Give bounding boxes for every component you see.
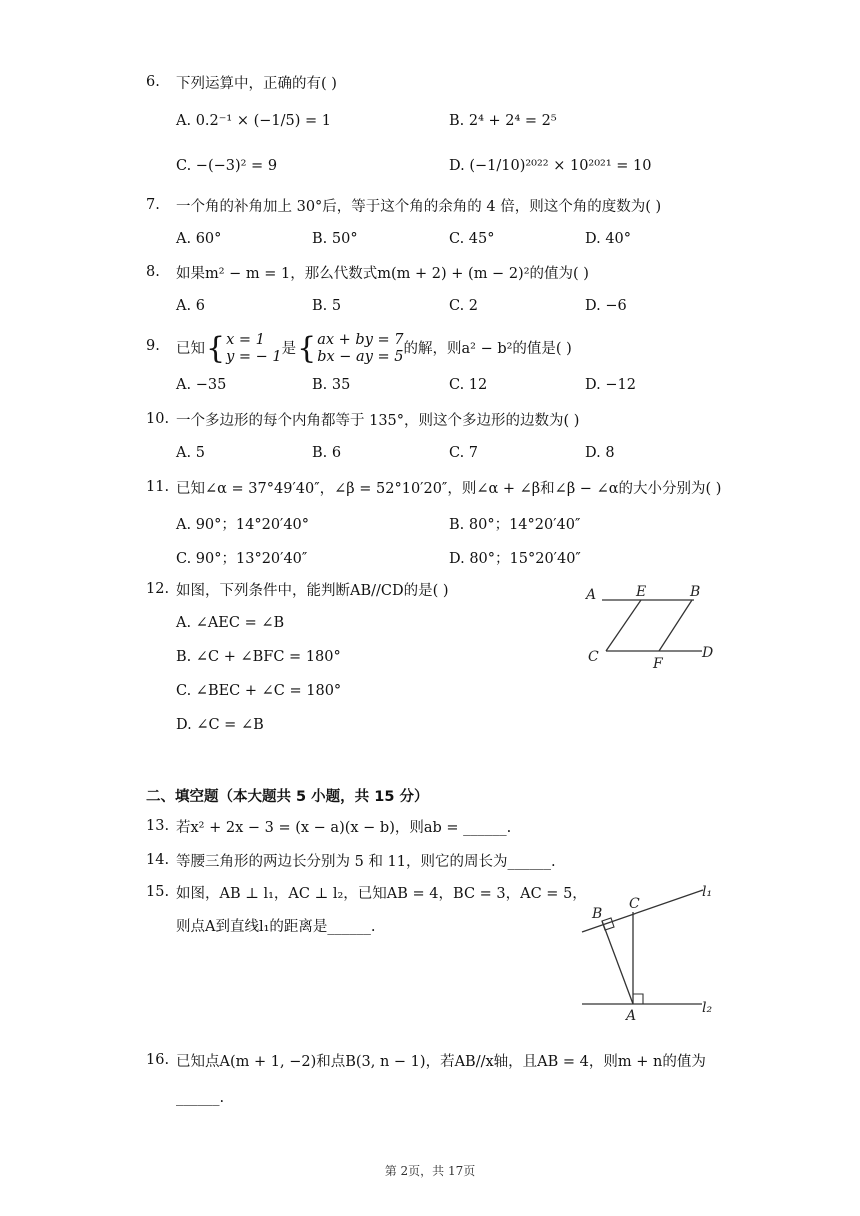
q11-option-d: D. 80°；15°20′40″ (449, 551, 581, 567)
q15-line1: 如图，AB ⊥ l₁，AC ⊥ l₂，已知AB = 4，BC = 3，AC = 5， (176, 886, 587, 902)
q11-option-c: C. 90°；13°20′40″ (176, 551, 308, 567)
section2-title: 二、填空题（本大题共 5 小题，共 15 分） (146, 789, 429, 805)
q10-stem: 一个多边形的每个内角都等于 135°，则这个多边形的边数为( ) (176, 413, 580, 429)
q12-option-a: A. ∠AEC = ∠B (176, 615, 285, 631)
q9-stem-pre: 已知 (176, 341, 205, 357)
q13-text: 若x² + 2x − 3 = (x − a)(x − b)，则ab = ______. (176, 820, 512, 836)
q10-option-a: A. 5 (176, 445, 205, 461)
q7-option-c: C. 45° (449, 231, 495, 247)
q7-option-b: B. 50° (312, 231, 358, 247)
q15-figure (578, 878, 718, 1024)
q16-number: 16. (146, 1052, 170, 1068)
label-c: C (629, 896, 640, 912)
label-l2: l₂ (702, 1000, 713, 1016)
q8-stem: 如果m² − m = 1，那么代数式m(m + 2) + (m − 2)²的值为( ) (176, 266, 589, 282)
label-f: F (653, 656, 663, 672)
q15-number: 15. (146, 884, 170, 900)
label-b: B (690, 584, 701, 600)
label-d: D (702, 645, 714, 661)
label-e: E (636, 584, 647, 600)
q7-option-d: D. 40° (585, 231, 632, 247)
label-b: B (592, 906, 603, 922)
line-bf (659, 600, 692, 651)
q9-system-1 (226, 332, 282, 366)
q11-option-a: A. 90°；14°20′40° (176, 517, 310, 533)
q9-sys1-eq2: y = − 1 (226, 349, 282, 365)
q9-number: 9. (146, 338, 160, 354)
q7-number: 7. (146, 197, 160, 213)
q10-option-c: C. 7 (449, 445, 479, 461)
q9-brace-2: { (297, 331, 317, 366)
label-l1: l₁ (702, 884, 713, 900)
right-angle-a (633, 994, 643, 1004)
q12-option-b: B. ∠C + ∠BFC = 180° (176, 649, 341, 665)
q8-option-d: D. −6 (585, 298, 627, 314)
q12-number: 12. (146, 581, 170, 597)
q9-sys2-eq2: bx − ay = 5 (317, 349, 404, 365)
q9-stem (176, 328, 572, 370)
q8-option-c: C. 2 (449, 298, 479, 314)
q6-option-d: D. (−1/10)²⁰²² × 10²⁰²¹ = 10 (449, 158, 652, 174)
q10-number: 10. (146, 411, 170, 427)
segment-ab (602, 921, 633, 1004)
q6-option-a: A. 0.2⁻¹ × (−1/5) = 1 (176, 113, 331, 129)
q14-number: 14. (146, 852, 170, 868)
label-a: A (586, 587, 597, 603)
q9-option-b: B. 35 (312, 377, 351, 393)
q7-option-a: A. 60° (176, 231, 222, 247)
q9-stem-mid: 是 (281, 341, 297, 357)
q10-option-b: B. 6 (312, 445, 342, 461)
q9-brace-1: { (206, 331, 226, 366)
q9-system-2 (317, 332, 403, 366)
q9-stem-post: 的解，则a² − b²的值是( ) (403, 341, 572, 357)
q16-line1: 已知点A(m + 1, −2)和点B(3, n − 1)，若AB//x轴，且AB = 4，则m + n的值为 (176, 1054, 706, 1070)
q7-stem: 一个角的补角加上 30°后，等于这个角的余角的 4 倍，则这个角的度数为( ) (176, 199, 662, 215)
q9-option-d: D. −12 (585, 377, 636, 393)
q12-figure (584, 578, 724, 674)
q10-option-d: D. 8 (585, 445, 615, 461)
q9-sys1-eq1: x = 1 (226, 332, 265, 348)
page-footer: 第 2页，共 17页 (384, 1164, 476, 1178)
q6-option-b: B. 2⁴ + 2⁴ = 2⁵ (449, 113, 557, 129)
q12-option-c: C. ∠BEC + ∠C = 180° (176, 683, 342, 699)
q6-number: 6. (146, 74, 160, 90)
q11-number: 11. (146, 479, 170, 495)
q12-option-d: D. ∠C = ∠B (176, 717, 264, 733)
q11-stem: 已知∠α = 37°49′40″，∠β = 52°10′20″，则∠α + ∠β和∠β − ∠α的大小分别为( ) (176, 481, 722, 497)
q9-option-a: A. −35 (176, 377, 227, 393)
q8-number: 8. (146, 264, 160, 280)
q12-stem: 如图，下列条件中，能判断AB//CD的是( ) (176, 583, 449, 599)
q8-option-a: A. 6 (176, 298, 205, 314)
q9-option-c: C. 12 (449, 377, 488, 393)
label-a: A (626, 1008, 637, 1024)
q11-option-b: B. 80°；14°20′40″ (449, 517, 581, 533)
q6-stem: 下列运算中，正确的有( ) (176, 76, 337, 92)
q8-option-b: B. 5 (312, 298, 342, 314)
line-ec (606, 600, 641, 651)
q16-line2: ______. (176, 1090, 225, 1106)
label-c: C (588, 649, 599, 665)
q6-option-c: C. −(−3)² = 9 (176, 158, 278, 174)
q9-sys2-eq1: ax + by = 7 (317, 332, 404, 348)
q14-text: 等腰三角形的两边长分别为 5 和 11，则它的周长为______. (176, 854, 556, 870)
q15-line2: 则点A到直线l₁的距离是______. (176, 919, 376, 935)
q13-number: 13. (146, 818, 170, 834)
